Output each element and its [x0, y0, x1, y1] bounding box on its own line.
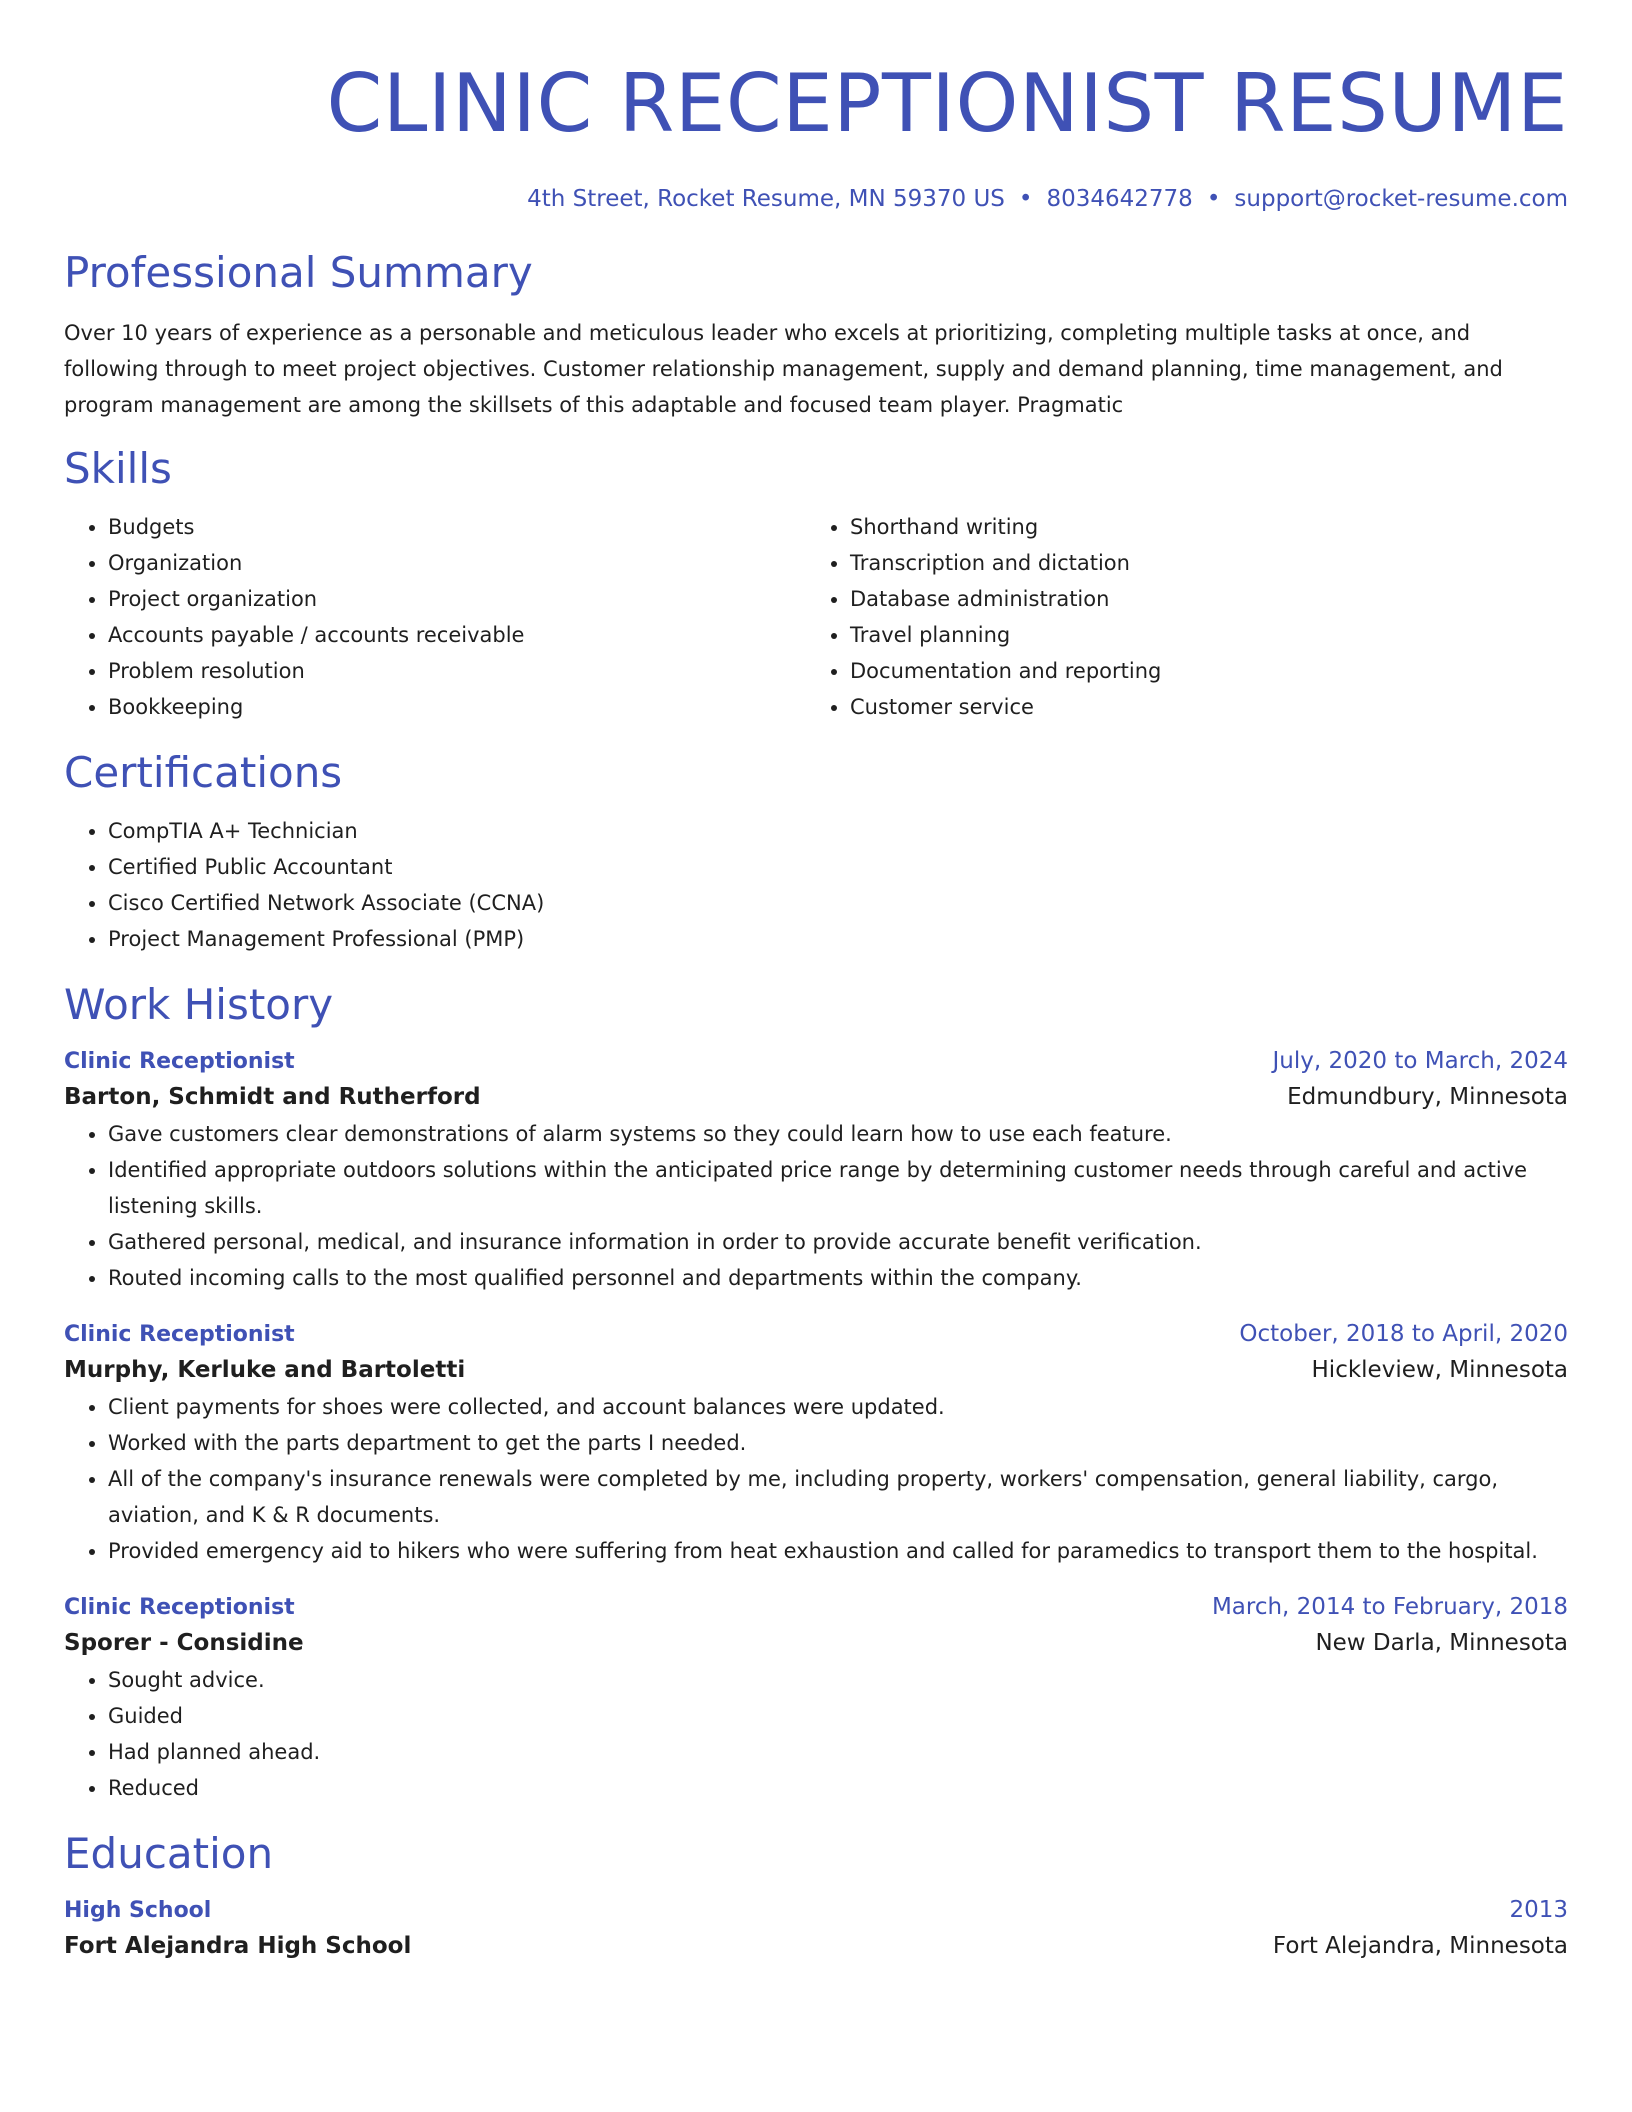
job-bullet: • Reduced — [108, 1770, 1568, 1806]
skill-item: • Bookkeeping — [108, 689, 806, 725]
job-employer: Sporer - Considine — [64, 1630, 304, 1656]
skills-columns — [64, 509, 1568, 725]
skills-list-right — [806, 509, 1566, 725]
job-location: Edmundbury, Minnesota — [1287, 1084, 1568, 1110]
contact-email[interactable]: support@rocket-resume.com — [1234, 186, 1568, 212]
education-year: 2013 — [1509, 1897, 1568, 1923]
job-header-row — [64, 1045, 1568, 1078]
work-history-section — [64, 979, 1568, 1806]
skill-item: • Problem resolution — [108, 653, 806, 689]
education-entry — [64, 1894, 1568, 1965]
job-bullet: • Guided — [108, 1698, 1568, 1734]
job-bullet: • Routed incoming calls to the most qualified personnel and departments within the company. — [108, 1260, 1568, 1296]
skill-item: • Database administration — [850, 581, 1566, 617]
skill-item: • Customer service — [850, 689, 1566, 725]
contact-address: 4th Street, Rocket Resume, MN 59370 US — [527, 186, 1005, 212]
education-school: Fort Alejandra High School — [64, 1933, 412, 1959]
skill-item: • Documentation and reporting — [850, 653, 1566, 689]
job-dates: March, 2014 to February, 2018 — [1211, 1594, 1568, 1620]
certifications-heading: Certifications — [64, 748, 343, 797]
skills-list-left — [64, 509, 806, 725]
job-bullet: • Had planned ahead. — [108, 1734, 1568, 1770]
job-dates: July, 2020 to March, 2024 — [1272, 1048, 1568, 1074]
job-employer: Murphy, Kerluke and Bartoletti — [64, 1357, 466, 1383]
certification-item: • Certified Public Accountant — [108, 849, 1568, 885]
contact-separator: • — [1018, 186, 1033, 212]
summary-heading: Professional Summary — [64, 248, 533, 297]
education-heading: Education — [64, 1829, 274, 1878]
summary-section — [64, 247, 1568, 423]
skills-section — [64, 443, 1568, 725]
skills-heading: Skills — [64, 444, 172, 493]
job-bullet: • Identified appropriate outdoors solutions within the anticipated price range by determining customer needs through careful and active listening skills. — [108, 1152, 1568, 1224]
skill-item: • Organization — [108, 545, 806, 581]
job-employer-row — [64, 1078, 1568, 1116]
job-bullet: • Client payments for shoes were collected, and account balances were updated. — [108, 1389, 1568, 1425]
job-entry — [64, 1318, 1568, 1569]
skills-column-left — [64, 509, 806, 725]
job-employer-row — [64, 1351, 1568, 1389]
skill-item: • Budgets — [108, 509, 806, 545]
page-title: CLINIC RECEPTIONIST RESUME — [326, 57, 1568, 150]
job-bullets — [64, 1116, 1568, 1296]
skills-column-right — [806, 509, 1566, 725]
skill-item: • Shorthand writing — [850, 509, 1566, 545]
job-header-row — [64, 1591, 1568, 1624]
summary-text: Over 10 years of experience as a personable and meticulous leader who excels at prioritizing, completing multiple tasks at once, and following through to meet project objectives. Customer relationship management, supply and demand planning, time management, and program management are among the skillsets of this adaptable and focused team player. Pragmatic — [64, 321, 1503, 417]
job-entry — [64, 1591, 1568, 1806]
skill-item: • Travel planning — [850, 617, 1566, 653]
job-header-row — [64, 1318, 1568, 1351]
job-location: Hickleview, Minnesota — [1311, 1357, 1568, 1383]
job-bullet: • All of the company's insurance renewals were completed by me, including property, workers' compensation, general liability, cargo, aviation, and K & R documents. — [108, 1461, 1568, 1533]
contact-phone: 8034642778 — [1046, 186, 1193, 212]
job-title: Clinic Receptionist — [64, 1322, 295, 1347]
job-bullet: • Sought advice. — [108, 1662, 1568, 1698]
skill-item: • Transcription and dictation — [850, 545, 1566, 581]
contact-separator: • — [1206, 186, 1221, 212]
job-employer: Barton, Schmidt and Rutherford — [64, 1084, 481, 1110]
job-title: Clinic Receptionist — [64, 1049, 295, 1074]
skill-item: • Project organization — [108, 581, 806, 617]
job-employer-row — [64, 1624, 1568, 1662]
certifications-list — [64, 813, 1568, 957]
education-location: Fort Alejandra, Minnesota — [1272, 1933, 1568, 1959]
job-bullet: • Gathered personal, medical, and insurance information in order to provide accurate benefit verification. — [108, 1224, 1568, 1260]
job-bullets — [64, 1389, 1568, 1569]
job-dates: October, 2018 to April, 2020 — [1239, 1321, 1568, 1347]
job-bullet: • Worked with the parts department to get the parts I needed. — [108, 1425, 1568, 1461]
certification-item: • Project Management Professional (PMP) — [108, 921, 1568, 957]
job-bullets — [64, 1662, 1568, 1806]
job-bullet: • Gave customers clear demonstrations of alarm systems so they could learn how to use each feature. — [108, 1116, 1568, 1152]
skill-item: • Accounts payable / accounts receivable — [108, 617, 806, 653]
certifications-section — [64, 747, 1568, 957]
education-section — [64, 1828, 1568, 1965]
certification-item: • CompTIA A+ Technician — [108, 813, 1568, 849]
contact-line — [64, 184, 1568, 214]
education-school-row — [64, 1927, 1568, 1965]
job-entry — [64, 1045, 1568, 1296]
job-bullet: • Provided emergency aid to hikers who were suffering from heat exhaustion and called for paramedics to transport them to the hospital. — [108, 1533, 1568, 1569]
education-degree: High School — [64, 1898, 212, 1923]
certification-item: • Cisco Certified Network Associate (CCNA) — [108, 885, 1568, 921]
job-location: New Darla, Minnesota — [1315, 1630, 1568, 1656]
work-history-heading: Work History — [64, 980, 334, 1029]
job-title: Clinic Receptionist — [64, 1595, 295, 1620]
education-header-row — [64, 1894, 1568, 1927]
